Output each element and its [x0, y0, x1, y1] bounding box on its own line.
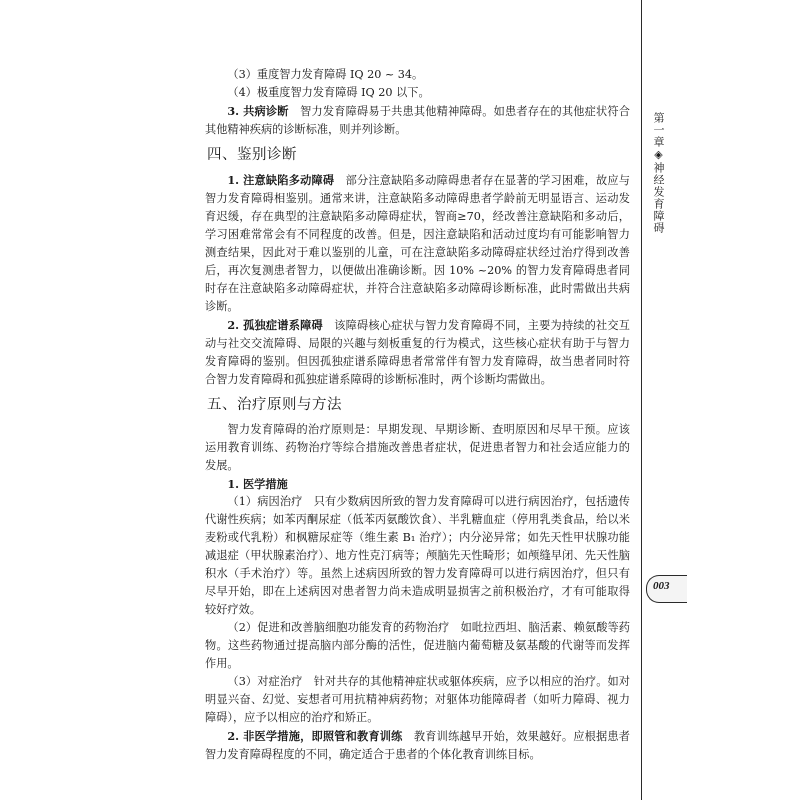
diamond-separator-icon: ◈ — [652, 148, 665, 162]
non-medical-text: 教育训练越早开始，效果越好。应根据患者智力发育障碍程度的不同，确定适合于患者的个体化教育训练目标。 — [205, 730, 630, 761]
paragraph-profound: （4）极重度智力发育障碍 IQ 20 以下。 — [227, 86, 430, 99]
margin-divider-line — [641, 0, 642, 800]
autism-text: 该障碍核心症状与智力发育障碍不同，主要为持续的社交互动与社交交流障碍、局限的兴趣与刻板重复的行为模式，这些核心症状有助于与智力发育障碍的鉴别。但因孤独症谱系障碍患者常常伴有智力发育障碍，故当患者同时符合智力发育障碍和孤独症谱系障碍的诊断标准时，两个诊断均需做出。 — [205, 319, 630, 386]
adhd-text: 部分注意缺陷多动障碍患者存在显著的学习困难，故应与智力发育障碍相鉴别。通常来讲，注意缺陷多动障碍患者学龄前无明显语言、运动发育迟缓，存在典型的注意缺陷多动障碍症状，智商≥70，经改善注意缺陷和多动后，学习困难常常会有不同程度的改善。但是，因注意缺陷和活动过度均有可能影响智力测查结果，因此对于难以鉴别的儿童，可在注意缺陷多动障碍症状经过治疗得到改善后，再次复测患者智力，以便做出准确诊断。因 10% ~20% 的智力发育障碍患者同时存在注意缺陷多动障碍症状，并符合注意缺陷多动障碍诊断标准，此时需做出共病诊断。 — [205, 174, 630, 313]
paragraph-non-medical — [205, 727, 630, 764]
paragraph-etiological-treatment: （1）病因治疗 只有少数病因所致的智力发育障碍可以进行病因治疗，包括遗传代谢性疾病；如苯丙酮尿症（低苯丙氨酸饮食）、半乳糖血症（停用乳类食品，给以米麦粉或代乳粉）和枫糖尿症等（维生素 B₁ 治疗）；内分泌异常；如先天性甲状腺功能减退症（甲状腺素治疗）、地方性克汀病等；颅脑先天性畸形；如颅缝早闭、先天性脑积水（手术治疗）等。虽然上述病因所致的智力发育障碍可以进行病因治疗，但只有尽早开始，即在上述病因对患者智力尚未造成明显损害之前积极治疗，才有可能取得较好疗效。 — [205, 495, 630, 616]
autism-heading: 2. 孤独症谱系障碍 — [227, 318, 323, 332]
non-medical-heading: 2. 非医学措施，即照管和教育训练 — [227, 729, 403, 743]
paragraph-adhd — [205, 171, 630, 316]
paragraph-symptomatic-treatment: （3）对症治疗 针对共存的其他精神症状或躯体疾病，应予以相应的治疗。如对明显兴奋、幻觉、妄想者可用抗精神病药物；对躯体功能障碍者（如听力障碍、视力障碍），应予以相应的治疗和矫正。 — [205, 675, 630, 724]
paragraph-autism — [205, 316, 630, 389]
chapter-label: 第一章 — [652, 112, 665, 148]
chapter-running-title — [651, 112, 665, 234]
page-body — [205, 66, 630, 764]
section-heading-differential: 四、鉴别诊断 — [207, 147, 297, 163]
comorbidity-heading: 3. 共病诊断 — [227, 104, 289, 118]
paragraph-severe: （3）重度智力发育障碍 IQ 20 ~ 34。 — [227, 68, 424, 81]
section-heading-treatment: 五、治疗原则与方法 — [207, 397, 342, 413]
paragraph-comorbidity — [205, 102, 630, 139]
medical-measures-heading: 1. 医学措施 — [227, 477, 288, 491]
paragraph-treatment-principle: 智力发育障碍的治疗原则是：早期发现、早期诊断、查明原因和尽早干预。应该运用教育训练、药物治疗等综合措施改善患者症状，促进患者智力和社会适应能力的发展。 — [205, 423, 630, 472]
comorbidity-text: 智力发育障碍易于共患其他精神障碍。如患者存在的其他症状符合其他精神疾病的诊断标准，则并列诊断。 — [205, 105, 630, 136]
paragraph-drug-treatment: （2）促进和改善脑细胞功能发育的药物治疗 如吡拉西坦、脑活素、赖氨酸等药物。这些药物通过提高脑内部分酶的活性，促进脑内葡萄糖及氨基酸的代谢等而发挥作用。 — [205, 621, 630, 670]
chapter-title: 神经发育障碍 — [652, 162, 665, 234]
adhd-heading: 1. 注意缺陷多动障碍 — [227, 173, 335, 187]
page-number: 003 — [653, 580, 670, 592]
